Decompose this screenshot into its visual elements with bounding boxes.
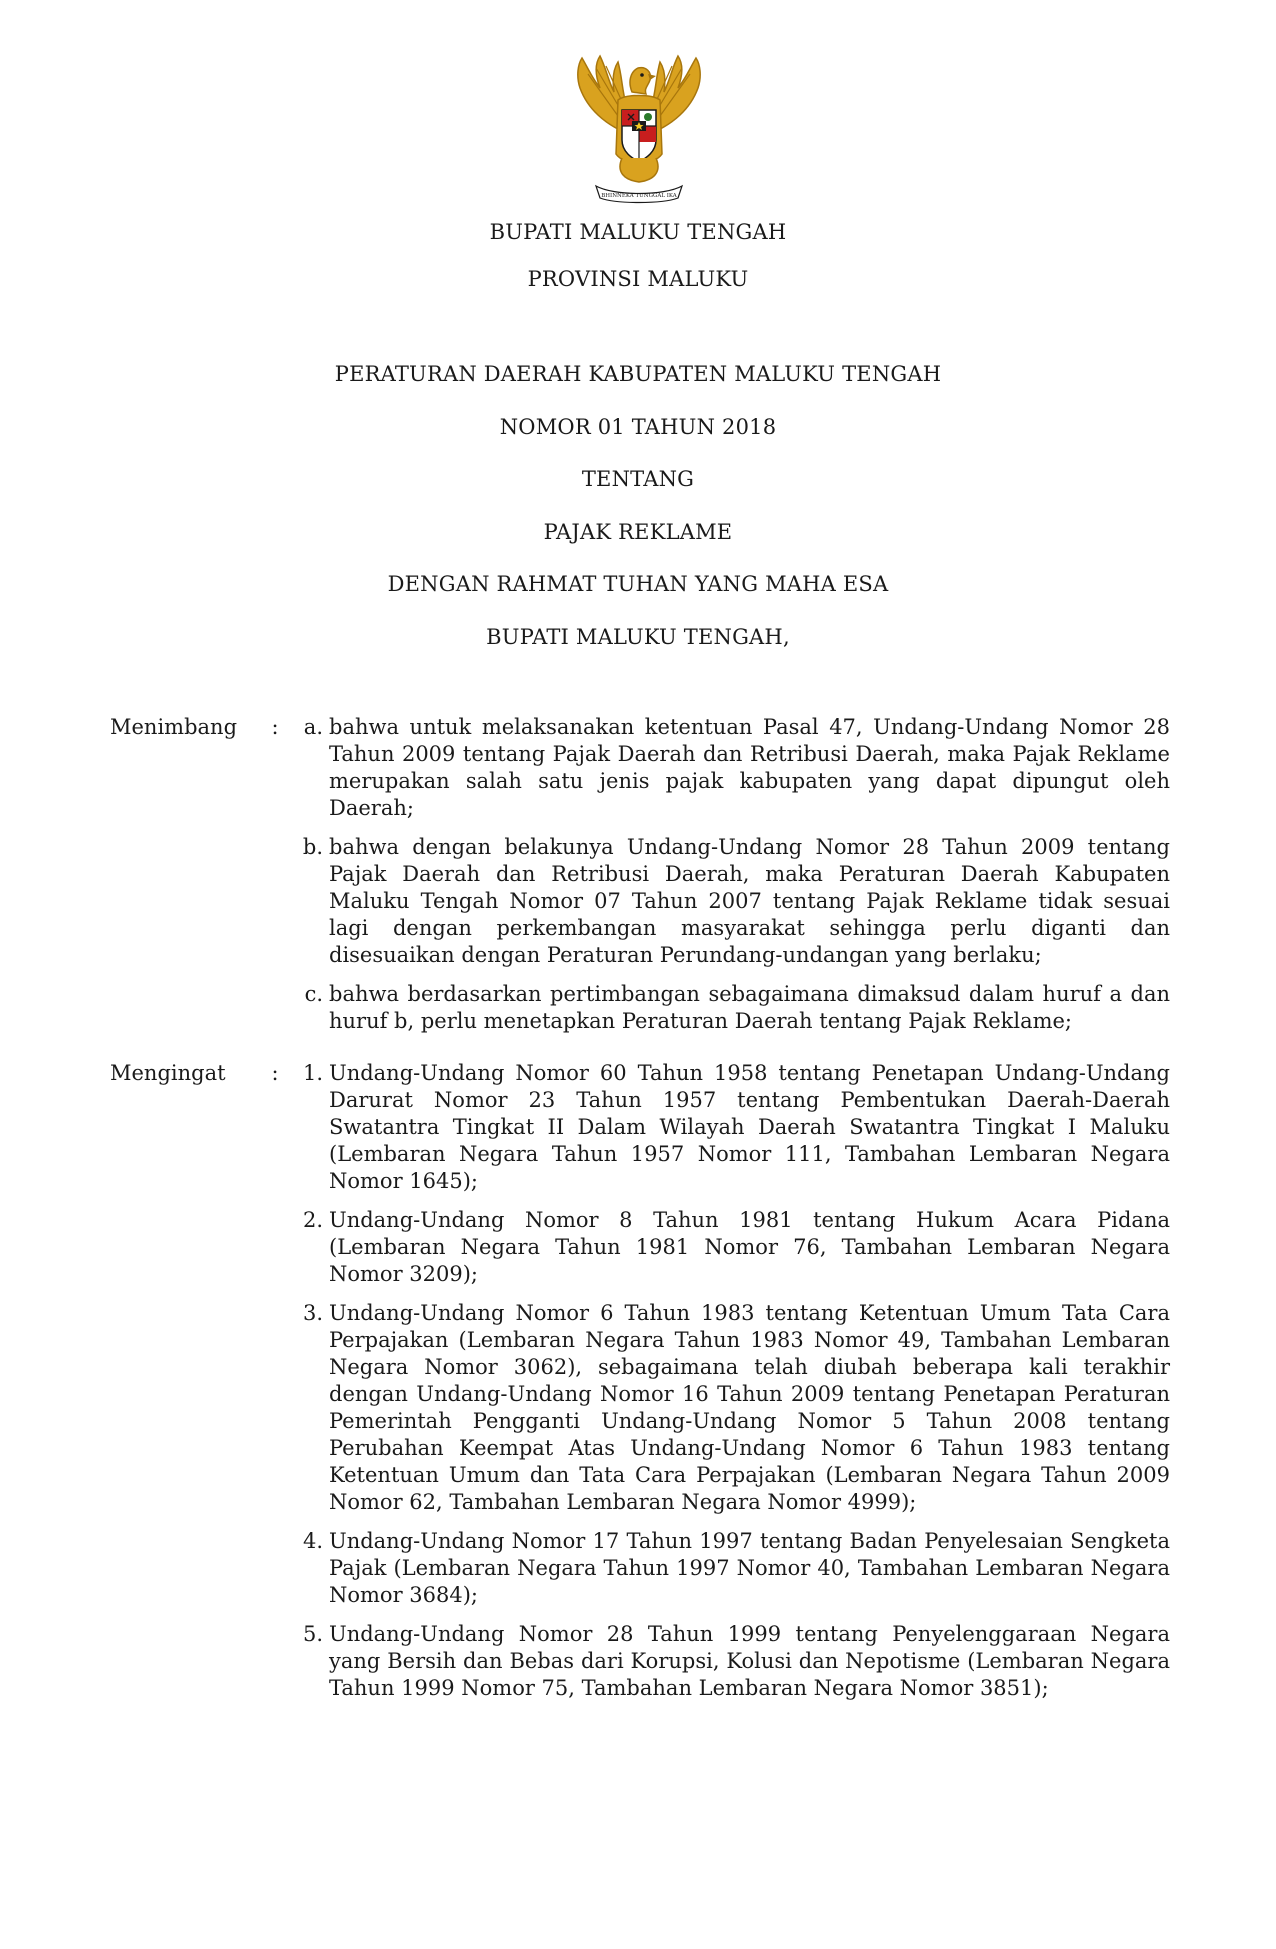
- menimbang-label: Menimbang: [110, 715, 238, 739]
- mengingat-item-text: Undang-Undang Nomor 17 Tahun 1997 tentang Badan Penyelesaian Sengketa Pajak (Lembaran Negara Tahun 1997 Nomor 40, Tambahan Lembaran Negara Nomor 3684);: [329, 1529, 1170, 1607]
- mengingat-item-marker: 2.: [302, 1208, 323, 1232]
- mengingat-item: [290, 1621, 1170, 1702]
- mengingat-item-text: Undang-Undang Nomor 6 Tahun 1983 tentang Ketentuan Umum Tata Cara Perpajakan (Lembaran Negara Tahun 1983 Nomor 49, Tambahan Lembaran Negara Nomor 3062), sebagaimana telah diubah beberapa kali terakhir dengan Undang-Undang Nomor 16 Tahun 2009 tentang Penetapan Peraturan Pemerintah Pengganti Undang-Undang Nomor 5 Tahun 2008 tentang Perubahan Keempat Atas Undang-Undang Nomor 6 Tahun 1983 tentang Ketentuan Umum dan Tata Cara Perpajakan (Lembaran Negara Tahun 2009 Nomor 62, Tambahan Lembaran Negara Nomor 4999);: [329, 1301, 1170, 1514]
- mengingat-section: [110, 1060, 1170, 1714]
- mengingat-item-marker: 4.: [302, 1529, 323, 1553]
- regulation-about: TENTANG: [581, 467, 695, 491]
- menimbang-item-marker: a.: [303, 715, 323, 739]
- mengingat-item-marker: 1.: [302, 1061, 323, 1085]
- mengingat-item-text: Undang-Undang Nomor 8 Tahun 1981 tentang Hukum Acara Pidana (Lembaran Negara Tahun 1981 Nomor 76, Tambahan Lembaran Negara Nomor 3209);: [329, 1208, 1170, 1286]
- regulation-title: PERATURAN DAERAH KABUPATEN MALUKU TENGAH: [334, 362, 942, 386]
- menimbang-section: [110, 714, 1170, 1047]
- mengingat-colon: :: [271, 1061, 279, 1085]
- mengingat-item: [290, 1528, 1170, 1609]
- menimbang-item-text: bahwa berdasarkan pertimbangan sebagaimana dimaksud dalam huruf a dan huruf b, perlu menetapkan Peraturan Daerah tentang Pajak Reklame;: [329, 982, 1170, 1033]
- menimbang-item-marker: b.: [302, 835, 323, 859]
- header-line-provinsi: PROVINSI MALUKU: [527, 267, 749, 291]
- mengingat-label: Mengingat: [110, 1061, 226, 1085]
- menimbang-item: [290, 834, 1170, 969]
- regulation-number: NOMOR 01 TAHUN 2018: [499, 415, 777, 439]
- authority-line: BUPATI MALUKU TENGAH,: [486, 625, 790, 649]
- mengingat-item-marker: 5.: [302, 1622, 323, 1646]
- invocation-line: DENGAN RAHMAT TUHAN YANG MAHA ESA: [387, 572, 889, 596]
- garuda-emblem-icon: [566, 54, 712, 204]
- mengingat-item-text: Undang-Undang Nomor 60 Tahun 1958 tentang Penetapan Undang-Undang Darurat Nomor 23 Tahun 1957 tentang Pembentukan Daerah-Daerah Swatantra Tingkat II Dalam Wilayah Daerah Swatantra Tingkat I Maluku (Lembaran Negara Tahun 1957 Nomor 111, Tambahan Lembaran Negara Nomor 1645);: [329, 1061, 1170, 1193]
- header-line-bupati: BUPATI MALUKU TENGAH: [489, 220, 787, 244]
- menimbang-list: [290, 714, 1170, 1047]
- regulation-subject: PAJAK REKLAME: [543, 520, 733, 544]
- mengingat-list: [290, 1060, 1170, 1714]
- menimbang-item-marker: c.: [304, 982, 323, 1006]
- menimbang-item-text: bahwa untuk melaksanakan ketentuan Pasal 47, Undang-Undang Nomor 28 Tahun 2009 tentang Pajak Daerah dan Retribusi Daerah, maka Pajak Reklame merupakan salah satu jenis pajak kabupaten yang dapat dipungut oleh Daerah;: [329, 715, 1170, 820]
- menimbang-item: [290, 981, 1170, 1035]
- menimbang-colon: :: [271, 715, 279, 739]
- menimbang-item: [290, 714, 1170, 822]
- menimbang-item-text: bahwa dengan belakunya Undang-Undang Nomor 28 Tahun 2009 tentang Pajak Daerah dan Retribusi Daerah, maka Peraturan Daerah Kabupaten Maluku Tengah Nomor 07 Tahun 2007 tentang Pajak Reklame tidak sesuai lagi dengan perkembangan masyarakat sehingga perlu diganti dan disesuaikan dengan Peraturan Perundang-undangan yang berlaku;: [329, 835, 1170, 967]
- mengingat-item: [290, 1060, 1170, 1195]
- mengingat-item-text: Undang-Undang Nomor 28 Tahun 1999 tentang Penyelenggaraan Negara yang Bersih dan Bebas dari Korupsi, Kolusi dan Nepotisme (Lembaran Negara Tahun 1999 Nomor 75, Tambahan Lembaran Negara Nomor 3851);: [329, 1622, 1170, 1700]
- mengingat-item: [290, 1207, 1170, 1288]
- mengingat-item: [290, 1300, 1170, 1516]
- mengingat-item-marker: 3.: [302, 1301, 323, 1325]
- emblem-caption: BHINNEKA TUNGGAL IKA: [601, 193, 677, 199]
